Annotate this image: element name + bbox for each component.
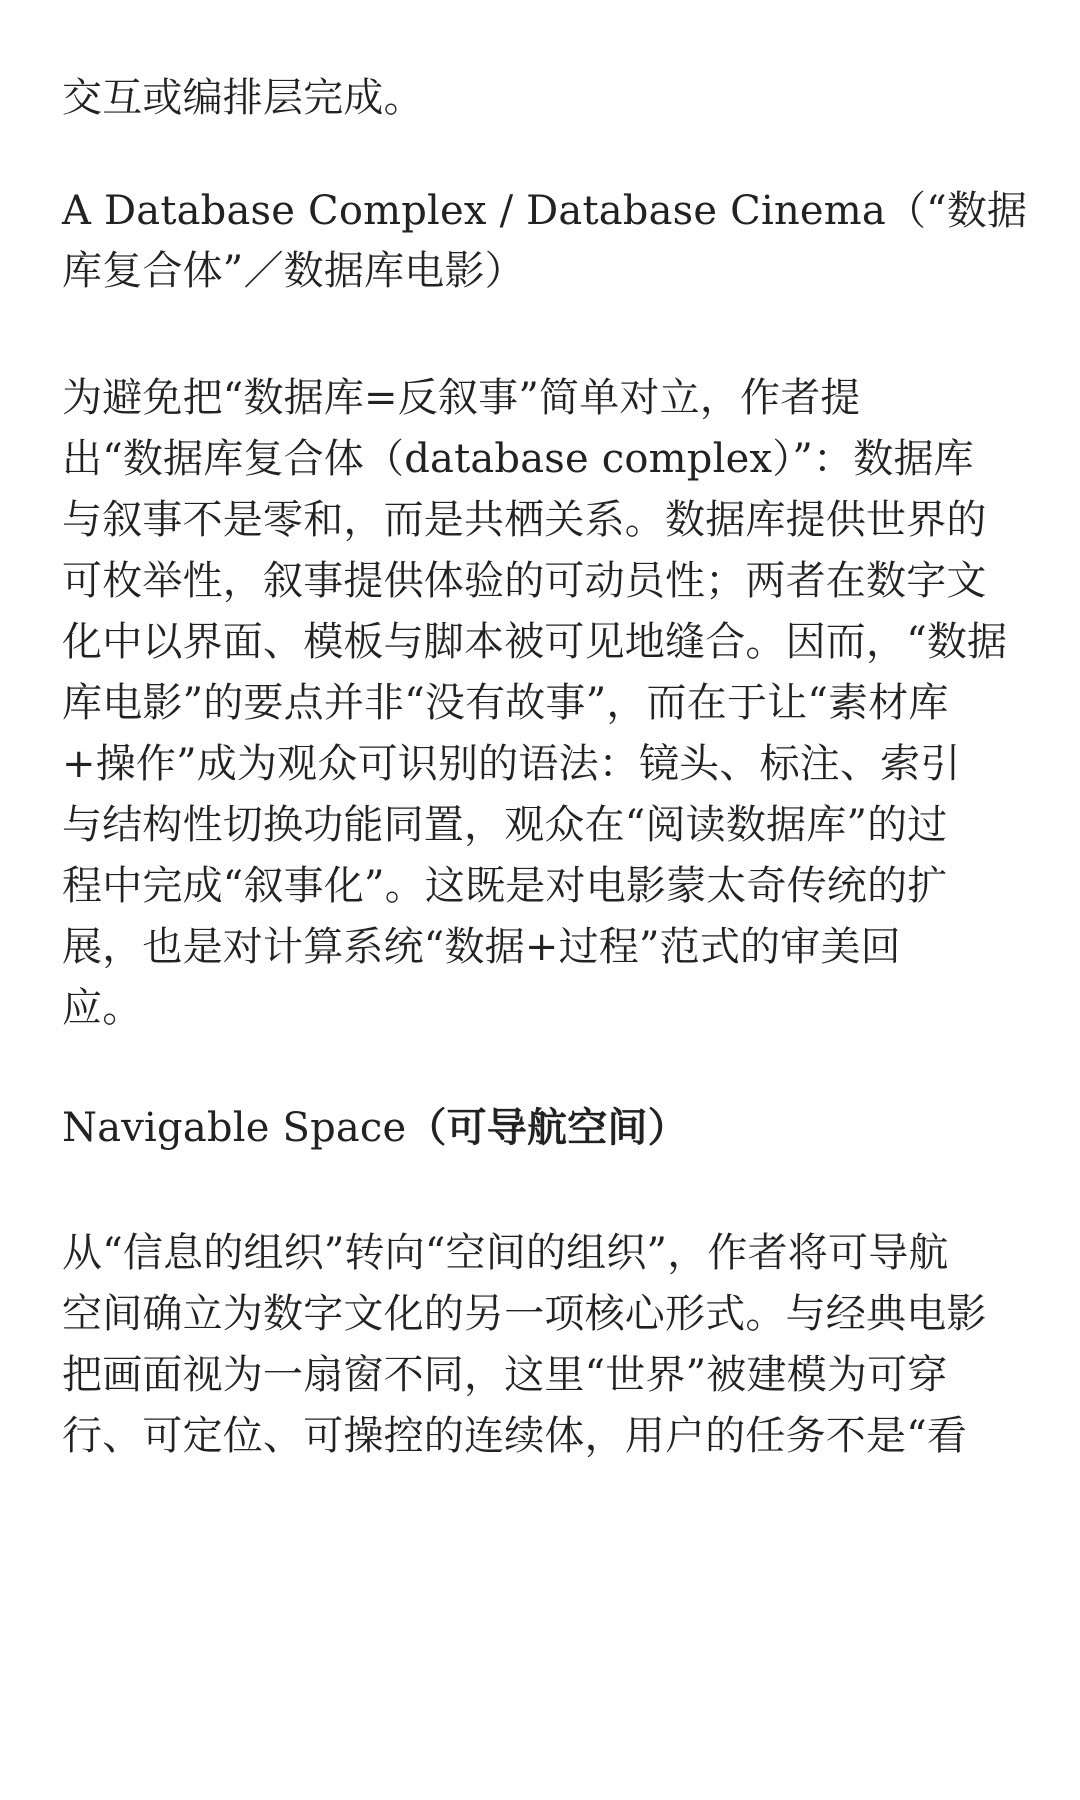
paragraph-line: 可枚举性，叙事提供体验的可动员性；两者在数字文 xyxy=(62,558,987,604)
paragraph-line: 从“信息的组织”转向“空间的组织”，作者将可导航 xyxy=(62,1230,949,1276)
intro-paragraph-tail: 交互或编排层完成。 xyxy=(62,75,424,121)
section-heading-database-line2: 库复合体”／数据库电影） xyxy=(62,248,525,294)
heading-english: Navigable Space xyxy=(62,1105,407,1151)
paragraph-line: 为避免把“数据库=反叙事”简单对立，作者提 xyxy=(62,375,861,421)
paragraph-line: 出“数据库复合体（database complex）”：数据库 xyxy=(62,436,974,482)
section-heading-database-line1: A Database Complex / Database Cinema（“数据 xyxy=(62,188,1028,234)
paragraph-line: 库电影”的要点并非“没有故事”，而在于让“素材库 xyxy=(62,680,949,726)
paragraph-line: 展，也是对计算系统“数据+过程”范式的审美回 xyxy=(62,924,901,970)
paragraph-line: 与结构性切换功能同置，观众在“阅读数据库”的过 xyxy=(62,802,948,848)
paragraph-line: +操作”成为观众可识别的语法：镜头、标注、索引 xyxy=(62,741,961,787)
section-heading-navigable-space xyxy=(62,1100,688,1156)
paragraph-line: 把画面视为一扇窗不同，这里“世界”被建模为可穿 xyxy=(62,1352,948,1398)
paragraph-line: 行、可定位、可操控的连续体，用户的任务不是“看 xyxy=(62,1413,968,1459)
paragraph-line: 化中以界面、模板与脚本被可见地缝合。因而，“数据 xyxy=(62,619,1008,665)
paragraph-line: 程中完成“叙事化”。这既是对电影蒙太奇传统的扩 xyxy=(62,863,948,909)
paragraph-line: 应。 xyxy=(62,985,143,1031)
paragraph-line: 空间确立为数字文化的另一项核心形式。与经典电影 xyxy=(62,1291,987,1337)
paragraph-line: 与叙事不是零和，而是共栖关系。数据库提供世界的 xyxy=(62,497,987,543)
heading-chinese: （可导航空间） xyxy=(406,1104,688,1151)
